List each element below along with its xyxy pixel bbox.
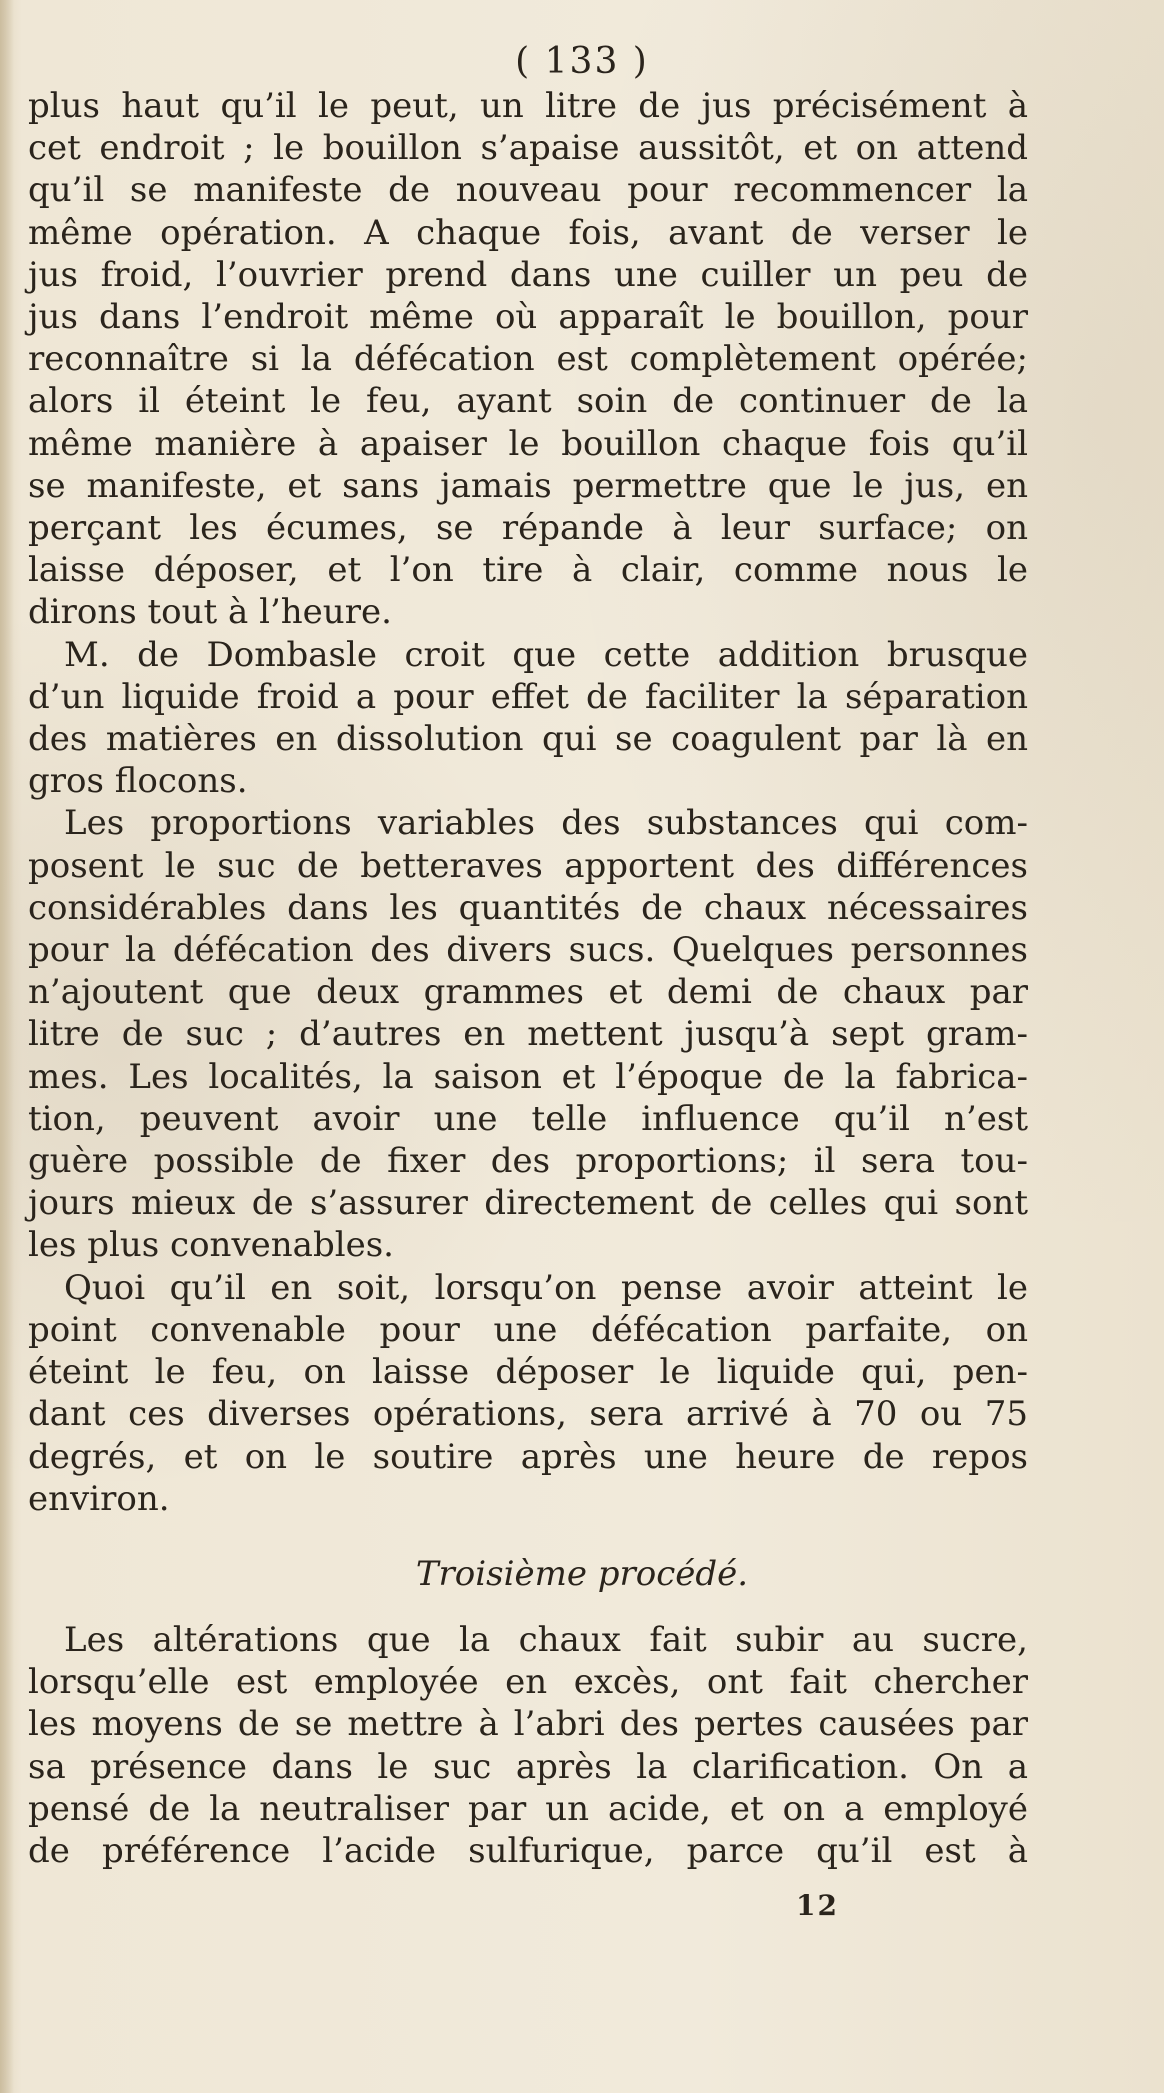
- paragraph-2: [28, 634, 1028, 803]
- text-line: tion, peuvent avoir une telle influence qu’il n’est: [28, 1098, 1028, 1139]
- text-line: lorsqu’elle est employée en excès, ont fait chercher: [28, 1662, 1028, 1703]
- text-line: mes. Les localités, la saison et l’époque de la fabrica-: [28, 1056, 1028, 1097]
- text-line: pour la défécation des divers sucs. Quelques personnes: [28, 930, 1028, 971]
- text-line: même opération. A chaque fois, avant de verser le: [28, 212, 1028, 253]
- section-title: Troisième procédé.: [415, 1554, 749, 1594]
- signature-mark: 12: [796, 1889, 839, 1922]
- section-text: [28, 1619, 1028, 1872]
- text-line: des matières en dissolution qui se coagulent par là en: [28, 719, 1028, 760]
- text-line: pensé de la neutraliser par un acide, et on a employé: [28, 1788, 1028, 1829]
- text-line: les plus convenables.: [28, 1225, 394, 1266]
- paragraph-1: [28, 85, 1028, 634]
- text-line: même manière à apaiser le bouillon chaque fois qu’il: [28, 423, 1028, 464]
- text-line: M. de Dombasle croit que cette addition brusque: [64, 634, 1028, 675]
- paragraph-4: [28, 1267, 1028, 1520]
- text-line: plus haut qu’il le peut, un litre de jus précisément à: [28, 86, 1028, 126]
- text-line: qu’il se manifeste de nouveau pour recommencer la: [28, 170, 1028, 211]
- text-line: alors il éteint le feu, ayant soin de continuer de la: [28, 381, 1028, 422]
- text-line: gros flocons.: [28, 761, 248, 802]
- page-number: ( 133 ): [515, 41, 649, 82]
- text-line: Les altérations que la chaux fait subir au sucre,: [64, 1620, 1028, 1660]
- text-line: sa présence dans le suc après la clarification. On a: [28, 1746, 1028, 1787]
- text-line: considérables dans les quantités de chaux nécessaires: [28, 887, 1028, 928]
- text-line: laisse déposer, et l’on tire à clair, comme nous le: [28, 550, 1028, 591]
- text-line: Les proportions variables des substances qui com-: [64, 803, 1028, 844]
- text-line: les moyens de se mettre à l’abri des pertes causées par: [28, 1704, 1028, 1745]
- text-line: d’un liquide froid a pour effet de faciliter la séparation: [28, 676, 1028, 717]
- text-line: environ.: [28, 1478, 170, 1519]
- main-text: [28, 85, 1028, 1520]
- text-line: perçant les écumes, se répande à leur surface; on: [28, 508, 1028, 549]
- text-line: jus froid, l’ouvrier prend dans une cuiller un peu de: [28, 254, 1028, 295]
- text-line: n’ajoutent que deux grammes et demi de chaux par: [28, 972, 1028, 1013]
- text-line: Quoi qu’il en soit, lorsqu’on pense avoir atteint le: [64, 1267, 1028, 1308]
- text-line: dirons tout à l’heure.: [28, 592, 392, 633]
- text-line: de préférence l’acide sulfurique, parce qu’il est à: [28, 1831, 1028, 1872]
- text-line: éteint le feu, on laisse déposer le liquide qui, pen-: [28, 1352, 1028, 1393]
- text-line: jours mieux de s’assurer directement de celles qui sont: [28, 1183, 1028, 1224]
- text-line: degrés, et on le soutire après une heure de repos: [28, 1436, 1028, 1477]
- text-line: posent le suc de betteraves apportent des différences: [28, 845, 1028, 886]
- paragraph-3: [28, 802, 1028, 1266]
- text-line: litre de suc ; d’autres en mettent jusqu’à sept gram-: [28, 1014, 1028, 1055]
- text-line: guère possible de fixer des proportions; il sera tou-: [28, 1141, 1028, 1182]
- text-line: reconnaître si la défécation est complètement opérée;: [28, 339, 1028, 380]
- text-line: jus dans l’endroit même où apparaît le bouillon, pour: [28, 297, 1028, 338]
- page-gutter-shadow: [0, 0, 14, 2093]
- text-line: point convenable pour une défécation parfaite, on: [28, 1309, 1028, 1350]
- text-line: dant ces diverses opérations, sera arrivé à 70 ou 75: [28, 1394, 1028, 1435]
- text-line: cet endroit ; le bouillon s’apaise aussitôt, et on attend: [28, 128, 1028, 169]
- text-line: se manifeste, et sans jamais permettre que le jus, en: [28, 465, 1028, 506]
